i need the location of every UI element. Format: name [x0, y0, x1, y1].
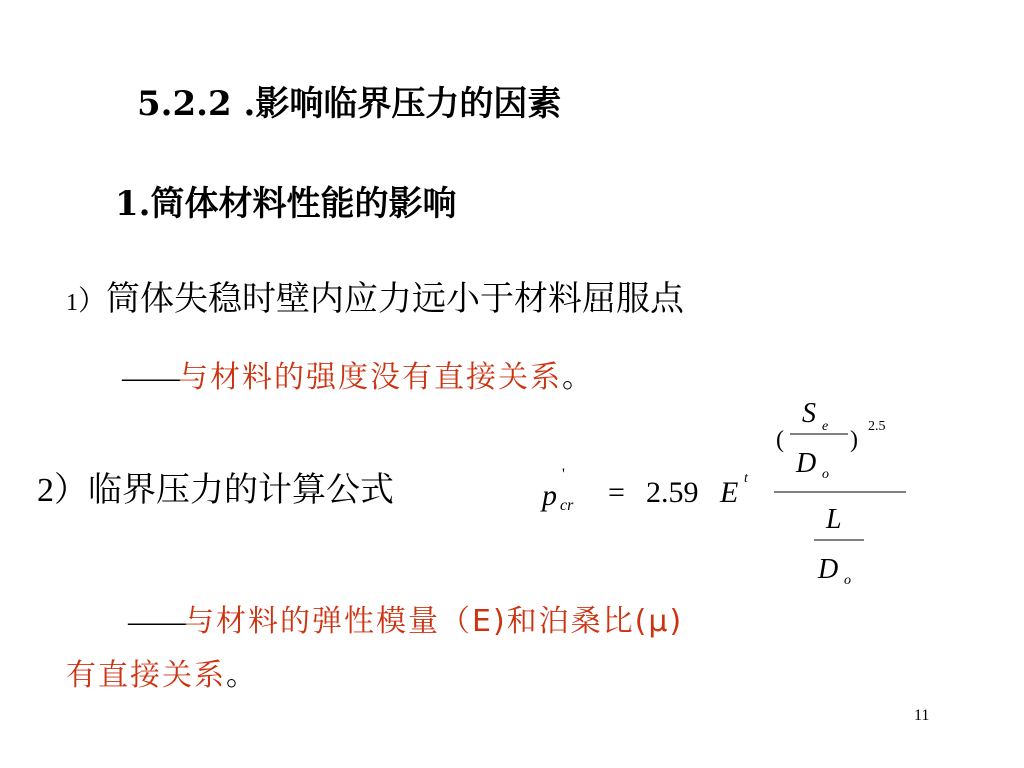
point-2-note-emphasis-2: 有直接关系 — [66, 658, 226, 693]
point-2-number: 2 — [37, 472, 54, 509]
point-2-note-emphasis-1: 与材料的弹性模量（E)和泊桑比(μ) — [184, 604, 684, 639]
formula-equals: = — [608, 476, 625, 509]
page-number: 11 — [914, 707, 930, 724]
formula-exponent: 2.5 — [868, 419, 886, 434]
point-1-note-end: 。 — [562, 360, 592, 395]
point-1-number: 1 — [66, 290, 78, 316]
point-2-note-end: 。 — [226, 658, 256, 693]
formula-p: p — [542, 479, 557, 512]
point-2 — [37, 462, 394, 511]
point-1-note-emphasis: 与材料的强度没有直接关系 — [178, 360, 562, 395]
formula-cr-subscript: cr — [560, 497, 574, 514]
formula-o-subscript-lower: o — [844, 573, 851, 588]
point-2-paren: ） — [54, 470, 88, 510]
point-2-text: 临界压力的计算公式 — [88, 470, 394, 510]
point-1-paren: ） — [78, 284, 107, 317]
formula-t-superscript: t — [744, 471, 748, 486]
formula-e-subscript: e — [822, 419, 829, 434]
point-2-note-dash: —— — [128, 605, 184, 638]
formula-S: S — [802, 398, 816, 429]
point-1-text: 筒体失稳时壁内应力远小于材料屈服点 — [106, 279, 685, 319]
section-heading: 1.筒体材料性能的影响 — [115, 184, 457, 224]
critical-pressure-formula — [530, 392, 930, 592]
point-2-note-line-1 — [128, 596, 683, 640]
slide-title: 5.2.2 .影响临界压力的因素 — [137, 84, 562, 124]
formula-D-lower: D — [818, 554, 839, 585]
point-2-note-line-2 — [66, 650, 256, 694]
formula-close-paren: ) — [850, 427, 858, 453]
formula-prime: ' — [562, 466, 565, 483]
formula-E: E — [720, 476, 739, 509]
formula-D-upper: D — [796, 448, 817, 479]
formula-L: L — [826, 504, 842, 535]
point-1 — [66, 271, 684, 320]
formula-open-paren: ( — [776, 427, 784, 453]
point-1-note-dash: —— — [122, 361, 178, 394]
formula-o-subscript-upper: o — [822, 467, 829, 482]
point-1-note — [122, 352, 592, 396]
formula-coefficient: 2.59 — [646, 476, 699, 509]
